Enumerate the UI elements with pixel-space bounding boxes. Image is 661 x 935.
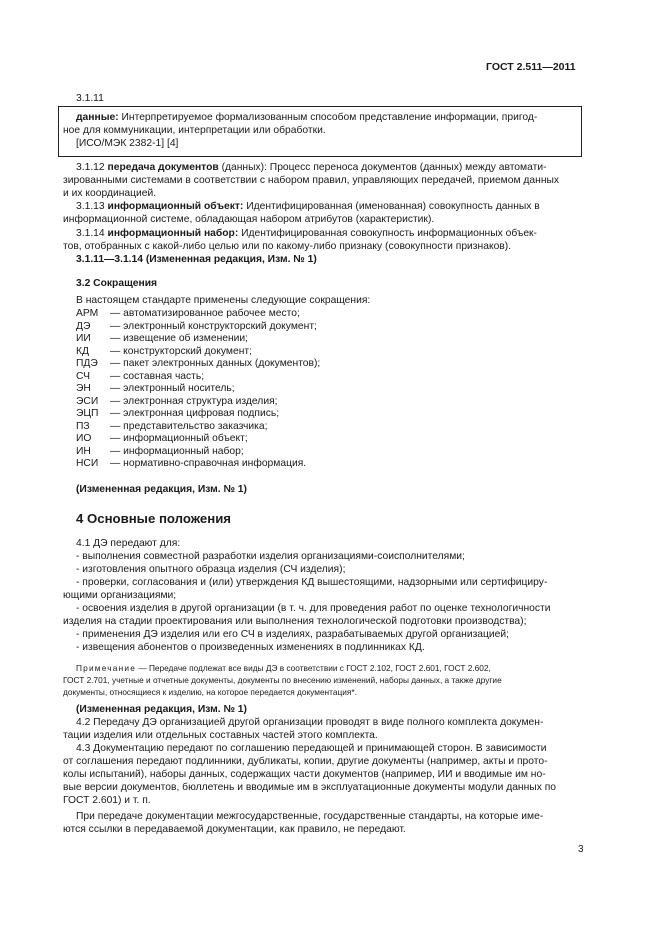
revision-note-1: 3.1.11—3.1.14 (Измененная редакция, Изм. № 1) [76,254,317,265]
abbrev-item: ЭЦП — электронная цифровая подпись; [76,408,280,419]
clause-4-1-line: изделия на стадии проектирования или выполнения технологической подготовки производства); [63,616,527,627]
clause-3-1-12-line-3: и их координацией. [63,188,157,199]
abbreviations-intro: В настоящем стандарте применены следующие сокращения: [76,295,371,306]
abbrev-item: ПДЭ — пакет электронных данных (документов); [76,358,321,369]
clause-4-2-line: тации изделия или отдельных составных частей этого комплекта. [63,730,378,741]
definition-data-line-2: ное для коммуникации, интерпретации или обработки. [63,125,326,136]
clause-4-1-line: - применения ДЭ изделия или его СЧ в изделиях, разрабатываемых другой организацией; [76,629,510,640]
clause-3-1-11-number: 3.1.11 [76,93,104,104]
note-line-3: документы, относящиеся к изделию, на которое передается документация*. [63,687,357,697]
term-data: данные: [76,112,119,123]
revision-note-2: (Измененная редакция, Изм. № 1) [76,484,247,495]
section-3-2-title: 3.2 Сокращения [76,278,158,289]
abbrev-item: СЧ — составная часть; [76,370,205,382]
definition-data-source: [ИСО/МЭК 2382-1] [4] [76,138,179,149]
abbreviations-list [76,308,320,471]
clause-4-3-line: от соглашения передают подлинники, дубликаты, копии, другие документы (например, акты и прото- [63,756,548,767]
clause-3-1-12-line-2: зированными системами в соответствии с набором правил, управляющих передачей, приемом данных [63,175,560,186]
abbrev-item: ДЭ — электронный конструкторский документ; [76,320,317,332]
term-info-set: информационный набор: [107,228,239,239]
clause-3-1-14-line-2: тов, отобранных с какой-либо целью или по какому-либо признаку (совокупности признаков). [63,241,512,252]
document-header: ГОСТ 2.511—2011 [486,61,576,73]
clause-3-1-14-line-1: 3.1.14 информационный набор: Идентифицированная совокупность информационных объек- [76,228,537,239]
clause-4-1-line: 4.1 ДЭ передают для: [76,538,181,549]
abbrev-item: ПЗ — представительство заказчика; [76,420,268,432]
clause-4-1-line: - выполнения совместной разработки изделия организациями-соисполнителями; [76,551,465,562]
revision-note-3: (Измененная редакция, Изм. № 1) [76,704,247,715]
clause-4-4-line: ются ссылки в передаваемой документации, как правило, не передают. [63,824,406,835]
term-transfer: передача документов [107,162,219,173]
clause-4-3-line: вые версии документов, бюллетень и вводимые им в эксплуатационные документы модули данных по [63,782,557,793]
abbrev-item: КД — конструкторский документ; [76,345,252,357]
abbrev-item: ИН — информационный набор; [76,445,244,457]
clause-4-3-line: ГОСТ 2.601) и т. п. [63,795,151,806]
abbrev-item: ЭН — электронный носитель; [76,383,235,394]
abbrev-item: НСИ — нормативно-справочная информация. [76,458,307,469]
note-line-1: Примечание — Передаче подлежат все виды ДЭ в соответствии с ГОСТ 2.102, ГОСТ 2.601, ГОСТ 2.602, [76,663,491,673]
clause-4-2-line: 4.2 Передачу ДЭ организацией другой организации проводят в виде полного комплекта докумен- [76,717,544,728]
abbrev-item: АРМ — автоматизированное рабочее место; [76,308,300,319]
clause-3-1-12-line-1: 3.1.12 передача документов (данных): Процесс переноса документов (данных) между автомати- [76,162,547,173]
abbrev-item: ИО — информационный объект; [76,433,248,444]
abbrev-item: ЭСИ — электронная структура изделия; [76,395,278,407]
clause-4-1-line: - извещения абонентов о произведенных изменениях в подлинниках КД. [76,642,425,653]
clause-3-1-13-line-1: 3.1.13 информационный объект: Идентифицированная (именованная) совокупность данных в [76,201,540,212]
page-number: 3 [578,844,584,855]
definition-data-line-1: данные: Интерпретируемое формализованным способом представление информации, пригод- [76,112,538,123]
clause-4-1-line: - освоения изделия в другой организации (в т. ч. для проведения работ по оценке технологичности [76,603,551,614]
clause-4-1-line: ющими организациями; [63,590,177,601]
clause-4-1-line: - проверки, согласования и (или) утверждения КД вышестоящими, надзорными или сертифициру- [76,577,548,588]
note-label: Примечание [76,663,137,673]
clause-4-3-line: 4.3 Документацию передают по соглашению передающей и принимающей сторон. В зависимости [76,743,547,754]
clause-3-1-13-line-2: информационной системе, обладающая набором атрибутов (характеристик). [63,214,435,225]
term-info-object: информационный объект: [107,201,244,212]
clause-4-1-line: - изготовления опытного образца изделия (СЧ изделия); [76,564,346,575]
section-4-title: 4 Основные положения [76,511,231,526]
clause-4-3-line: колы испытаний), наборы данных, содержащих части документов (например, ИИ и вводимые им но- [63,769,546,780]
abbrev-item: ИИ — извещение об изменении; [76,333,249,344]
note-line-2: ГОСТ 2.701, учетные и отчетные документы, документы по внесению изменений, наборы данных, а также другие [63,675,502,685]
clause-4-4-line: При передаче документации межгосударственные, государственные стандарты, на которые име- [76,811,544,822]
